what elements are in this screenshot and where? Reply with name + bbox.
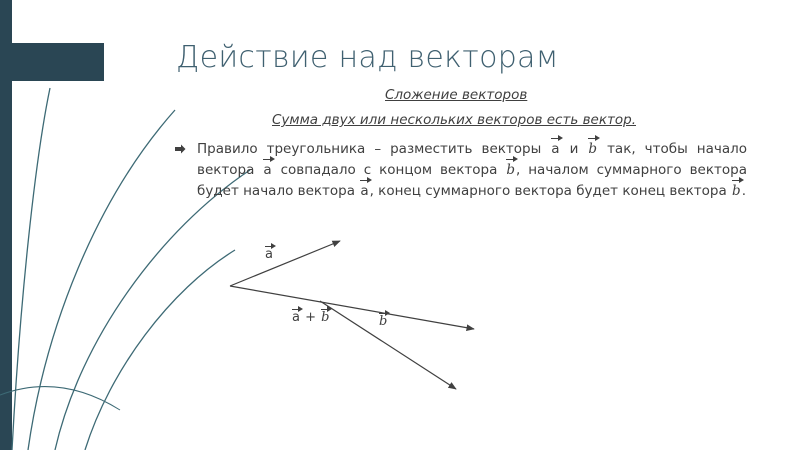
vector-a-symbol: a (550, 139, 560, 160)
vector-b-symbol: b (731, 181, 742, 202)
vector-b-symbol: b (505, 160, 516, 181)
diagram-label-a (264, 247, 274, 262)
rule-text-1: Правило треугольника – разместить векторы (197, 141, 551, 157)
plus-sign: + (300, 310, 321, 325)
slide-title: Действие над векторам (176, 40, 559, 75)
vector-a-symbol: a (292, 310, 300, 325)
rule-text-3: так, чтобы начало вектора (197, 141, 747, 178)
diagram-label-sum (291, 310, 330, 325)
diagram-label-b (378, 314, 388, 329)
sum-statement: Сумма двух или нескольких векторов есть вектор. (272, 112, 636, 128)
rule-text-7: . (741, 183, 746, 199)
rule-text-6: , конец суммарного вектора будет конец вектора (369, 183, 732, 199)
rule-text-4: совпадало с концом вектора (272, 162, 506, 178)
section-subtitle: Сложение векторов (385, 87, 528, 103)
rule-text-5: , началом суммарного вектора будет начало вектора (197, 162, 747, 199)
vector-a-line (230, 241, 340, 286)
vector-sum-line (230, 286, 474, 329)
vector-b-symbol: b (379, 314, 388, 329)
vector-a-symbol: a (262, 160, 272, 181)
rule-text-2: и (560, 141, 588, 157)
vector-a-symbol: a (265, 247, 273, 262)
vector-a-symbol: a (359, 181, 369, 202)
vector-b-symbol: b (321, 310, 330, 325)
vector-b-symbol: b (587, 139, 598, 160)
